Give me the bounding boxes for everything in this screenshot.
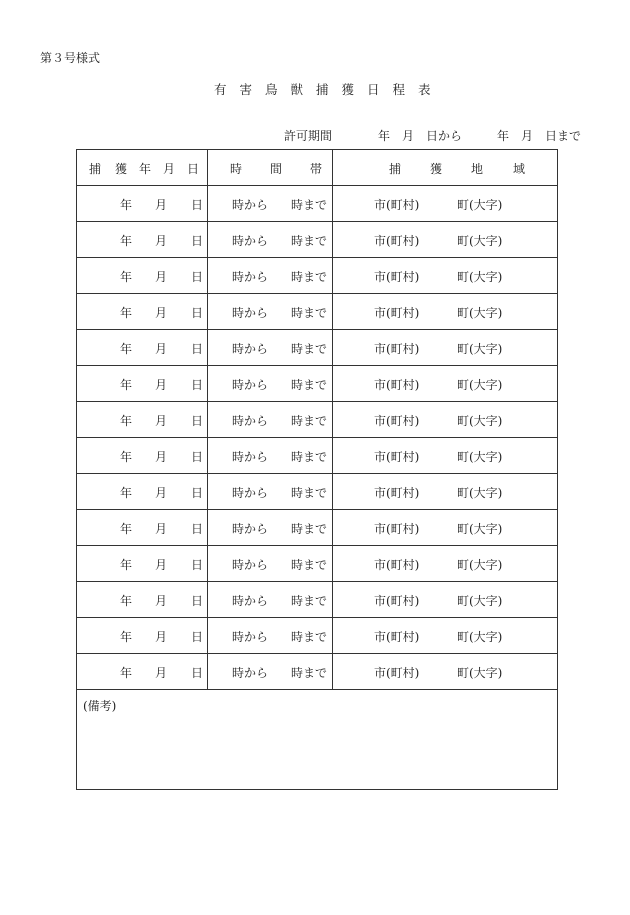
time-to: 時まで: [291, 450, 328, 464]
area-town: 町(大字): [457, 342, 503, 356]
table-row: [77, 366, 558, 402]
permit-period: [284, 127, 584, 143]
permit-start-day: 日から: [426, 129, 463, 143]
table-row: [77, 546, 558, 582]
remarks-field[interactable]: [77, 690, 558, 790]
header-capture-date: [77, 150, 208, 186]
date-day: 日: [191, 234, 204, 248]
area-city: 市(町村): [374, 630, 420, 644]
date-year: 年: [120, 378, 133, 392]
area-cell[interactable]: [333, 510, 558, 546]
area-city: 市(町村): [374, 198, 420, 212]
table-row: [77, 186, 558, 222]
header-time-char: 時: [230, 162, 243, 176]
date-year: 年: [120, 522, 133, 536]
date-day: 日: [191, 342, 204, 356]
time-from: 時から: [232, 450, 269, 464]
time-from: 時から: [232, 486, 269, 500]
time-from: 時から: [232, 378, 269, 392]
time-cell[interactable]: [208, 330, 333, 366]
date-cell[interactable]: [77, 438, 208, 474]
date-cell[interactable]: [77, 402, 208, 438]
table-row: [77, 654, 558, 690]
time-from: 時から: [232, 558, 269, 572]
header-date-char: 年: [139, 162, 152, 176]
area-city: 市(町村): [374, 234, 420, 248]
date-month: 月: [155, 234, 168, 248]
date-month: 月: [155, 486, 168, 500]
time-to: 時まで: [291, 522, 328, 536]
area-town: 町(大字): [457, 378, 503, 392]
time-cell[interactable]: [208, 654, 333, 690]
date-cell[interactable]: [77, 258, 208, 294]
area-town: 町(大字): [457, 630, 503, 644]
date-year: 年: [120, 198, 133, 212]
area-cell[interactable]: [333, 402, 558, 438]
time-cell[interactable]: [208, 258, 333, 294]
time-to: 時まで: [291, 234, 328, 248]
area-city: 市(町村): [374, 486, 420, 500]
date-month: 月: [155, 630, 168, 644]
header-time-char: 間: [270, 162, 283, 176]
time-from: 時から: [232, 270, 269, 284]
header-time-slot: [208, 150, 333, 186]
area-town: 町(大字): [457, 306, 503, 320]
date-month: 月: [155, 594, 168, 608]
remarks-row: [77, 690, 558, 790]
date-month: 月: [155, 450, 168, 464]
table-row: [77, 402, 558, 438]
time-from: 時から: [232, 414, 269, 428]
table-row: [77, 582, 558, 618]
remarks-label: (備考): [83, 699, 117, 713]
date-cell[interactable]: [77, 546, 208, 582]
time-from: 時から: [232, 306, 269, 320]
area-city: 市(町村): [374, 270, 420, 284]
permit-start-month: 月: [402, 129, 415, 143]
date-cell[interactable]: [77, 222, 208, 258]
time-to: 時まで: [291, 378, 328, 392]
form-number: 第３号様式: [40, 51, 101, 65]
area-town: 町(大字): [457, 666, 503, 680]
area-city: 市(町村): [374, 666, 420, 680]
time-from: 時から: [232, 630, 269, 644]
time-from: 時から: [232, 594, 269, 608]
time-from: 時から: [232, 198, 269, 212]
date-year: 年: [120, 486, 133, 500]
date-day: 日: [191, 378, 204, 392]
area-cell[interactable]: [333, 582, 558, 618]
date-year: 年: [120, 594, 133, 608]
area-city: 市(町村): [374, 450, 420, 464]
time-to: 時まで: [291, 198, 328, 212]
time-to: 時まで: [291, 306, 328, 320]
time-to: 時まで: [291, 486, 328, 500]
table-row: [77, 618, 558, 654]
table-row: [77, 222, 558, 258]
date-day: 日: [191, 630, 204, 644]
time-cell[interactable]: [208, 186, 333, 222]
header-capture-area: [333, 150, 558, 186]
area-city: 市(町村): [374, 414, 420, 428]
time-to: 時まで: [291, 270, 328, 284]
time-to: 時まで: [291, 594, 328, 608]
time-to: 時まで: [291, 630, 328, 644]
date-year: 年: [120, 630, 133, 644]
table-row: [77, 438, 558, 474]
date-cell[interactable]: [77, 582, 208, 618]
date-year: 年: [120, 450, 133, 464]
area-town: 町(大字): [457, 198, 503, 212]
time-cell[interactable]: [208, 546, 333, 582]
area-city: 市(町村): [374, 342, 420, 356]
date-year: 年: [120, 306, 133, 320]
area-town: 町(大字): [457, 414, 503, 428]
area-cell[interactable]: [333, 654, 558, 690]
area-cell[interactable]: [333, 618, 558, 654]
date-day: 日: [191, 486, 204, 500]
area-cell[interactable]: [333, 222, 558, 258]
header-date-char: 捕: [89, 162, 102, 176]
permit-end-day: 日まで: [545, 129, 582, 143]
area-city: 市(町村): [374, 306, 420, 320]
area-city: 市(町村): [374, 594, 420, 608]
date-day: 日: [191, 198, 204, 212]
date-cell[interactable]: [77, 294, 208, 330]
table-row: [77, 294, 558, 330]
area-cell[interactable]: [333, 186, 558, 222]
area-city: 市(町村): [374, 558, 420, 572]
time-from: 時から: [232, 234, 269, 248]
area-town: 町(大字): [457, 522, 503, 536]
time-cell[interactable]: [208, 618, 333, 654]
date-cell[interactable]: [77, 474, 208, 510]
date-year: 年: [120, 666, 133, 680]
permit-start-year: 年: [378, 129, 391, 143]
table-row: [77, 474, 558, 510]
area-town: 町(大字): [457, 450, 503, 464]
date-day: 日: [191, 594, 204, 608]
area-cell[interactable]: [333, 330, 558, 366]
area-cell[interactable]: [333, 546, 558, 582]
time-cell[interactable]: [208, 294, 333, 330]
date-day: 日: [191, 270, 204, 284]
area-cell[interactable]: [333, 258, 558, 294]
area-cell[interactable]: [333, 474, 558, 510]
area-cell[interactable]: [333, 294, 558, 330]
permit-period-label: 許可期間: [284, 129, 333, 143]
date-day: 日: [191, 450, 204, 464]
area-town: 町(大字): [457, 558, 503, 572]
time-to: 時まで: [291, 342, 328, 356]
date-day: 日: [191, 522, 204, 536]
time-to: 時まで: [291, 414, 328, 428]
time-cell[interactable]: [208, 582, 333, 618]
time-cell[interactable]: [208, 366, 333, 402]
header-area-char: 捕: [389, 162, 402, 176]
date-year: 年: [120, 414, 133, 428]
date-month: 月: [155, 378, 168, 392]
date-cell[interactable]: [77, 366, 208, 402]
date-year: 年: [120, 342, 133, 356]
header-date-char: 獲: [115, 162, 128, 176]
date-day: 日: [191, 558, 204, 572]
time-from: 時から: [232, 342, 269, 356]
time-cell[interactable]: [208, 402, 333, 438]
table-header-row: [77, 150, 558, 186]
date-month: 月: [155, 306, 168, 320]
date-month: 月: [155, 198, 168, 212]
time-cell[interactable]: [208, 510, 333, 546]
table-row: [77, 330, 558, 366]
time-to: 時まで: [291, 666, 328, 680]
area-cell[interactable]: [333, 438, 558, 474]
date-year: 年: [120, 558, 133, 572]
date-cell[interactable]: [77, 510, 208, 546]
area-cell[interactable]: [333, 366, 558, 402]
time-to: 時まで: [291, 558, 328, 572]
header-date-char: 日: [187, 162, 200, 176]
date-cell[interactable]: [77, 330, 208, 366]
area-town: 町(大字): [457, 234, 503, 248]
time-cell[interactable]: [208, 222, 333, 258]
table-row: [77, 258, 558, 294]
area-city: 市(町村): [374, 522, 420, 536]
date-month: 月: [155, 414, 168, 428]
date-month: 月: [155, 342, 168, 356]
time-cell[interactable]: [208, 474, 333, 510]
date-cell[interactable]: [77, 618, 208, 654]
time-cell[interactable]: [208, 438, 333, 474]
date-month: 月: [155, 666, 168, 680]
area-town: 町(大字): [457, 270, 503, 284]
date-year: 年: [120, 270, 133, 284]
header-area-char: 獲: [430, 162, 443, 176]
header-date-char: 月: [163, 162, 176, 176]
date-year: 年: [120, 234, 133, 248]
date-day: 日: [191, 306, 204, 320]
header-area-char: 地: [471, 162, 484, 176]
date-day: 日: [191, 666, 204, 680]
table-row: [77, 510, 558, 546]
area-town: 町(大字): [457, 486, 503, 500]
date-month: 月: [155, 558, 168, 572]
schedule-table: [76, 149, 558, 790]
area-city: 市(町村): [374, 378, 420, 392]
area-town: 町(大字): [457, 594, 503, 608]
header-area-char: 域: [513, 162, 526, 176]
date-cell[interactable]: [77, 654, 208, 690]
permit-end-year: 年: [497, 129, 510, 143]
date-day: 日: [191, 414, 204, 428]
date-cell[interactable]: [77, 186, 208, 222]
date-month: 月: [155, 270, 168, 284]
document-title: 有害鳥獣捕獲日程表: [214, 82, 444, 97]
time-from: 時から: [232, 522, 269, 536]
header-time-char: 帯: [310, 162, 323, 176]
date-month: 月: [155, 522, 168, 536]
time-from: 時から: [232, 666, 269, 680]
permit-end-month: 月: [521, 129, 534, 143]
